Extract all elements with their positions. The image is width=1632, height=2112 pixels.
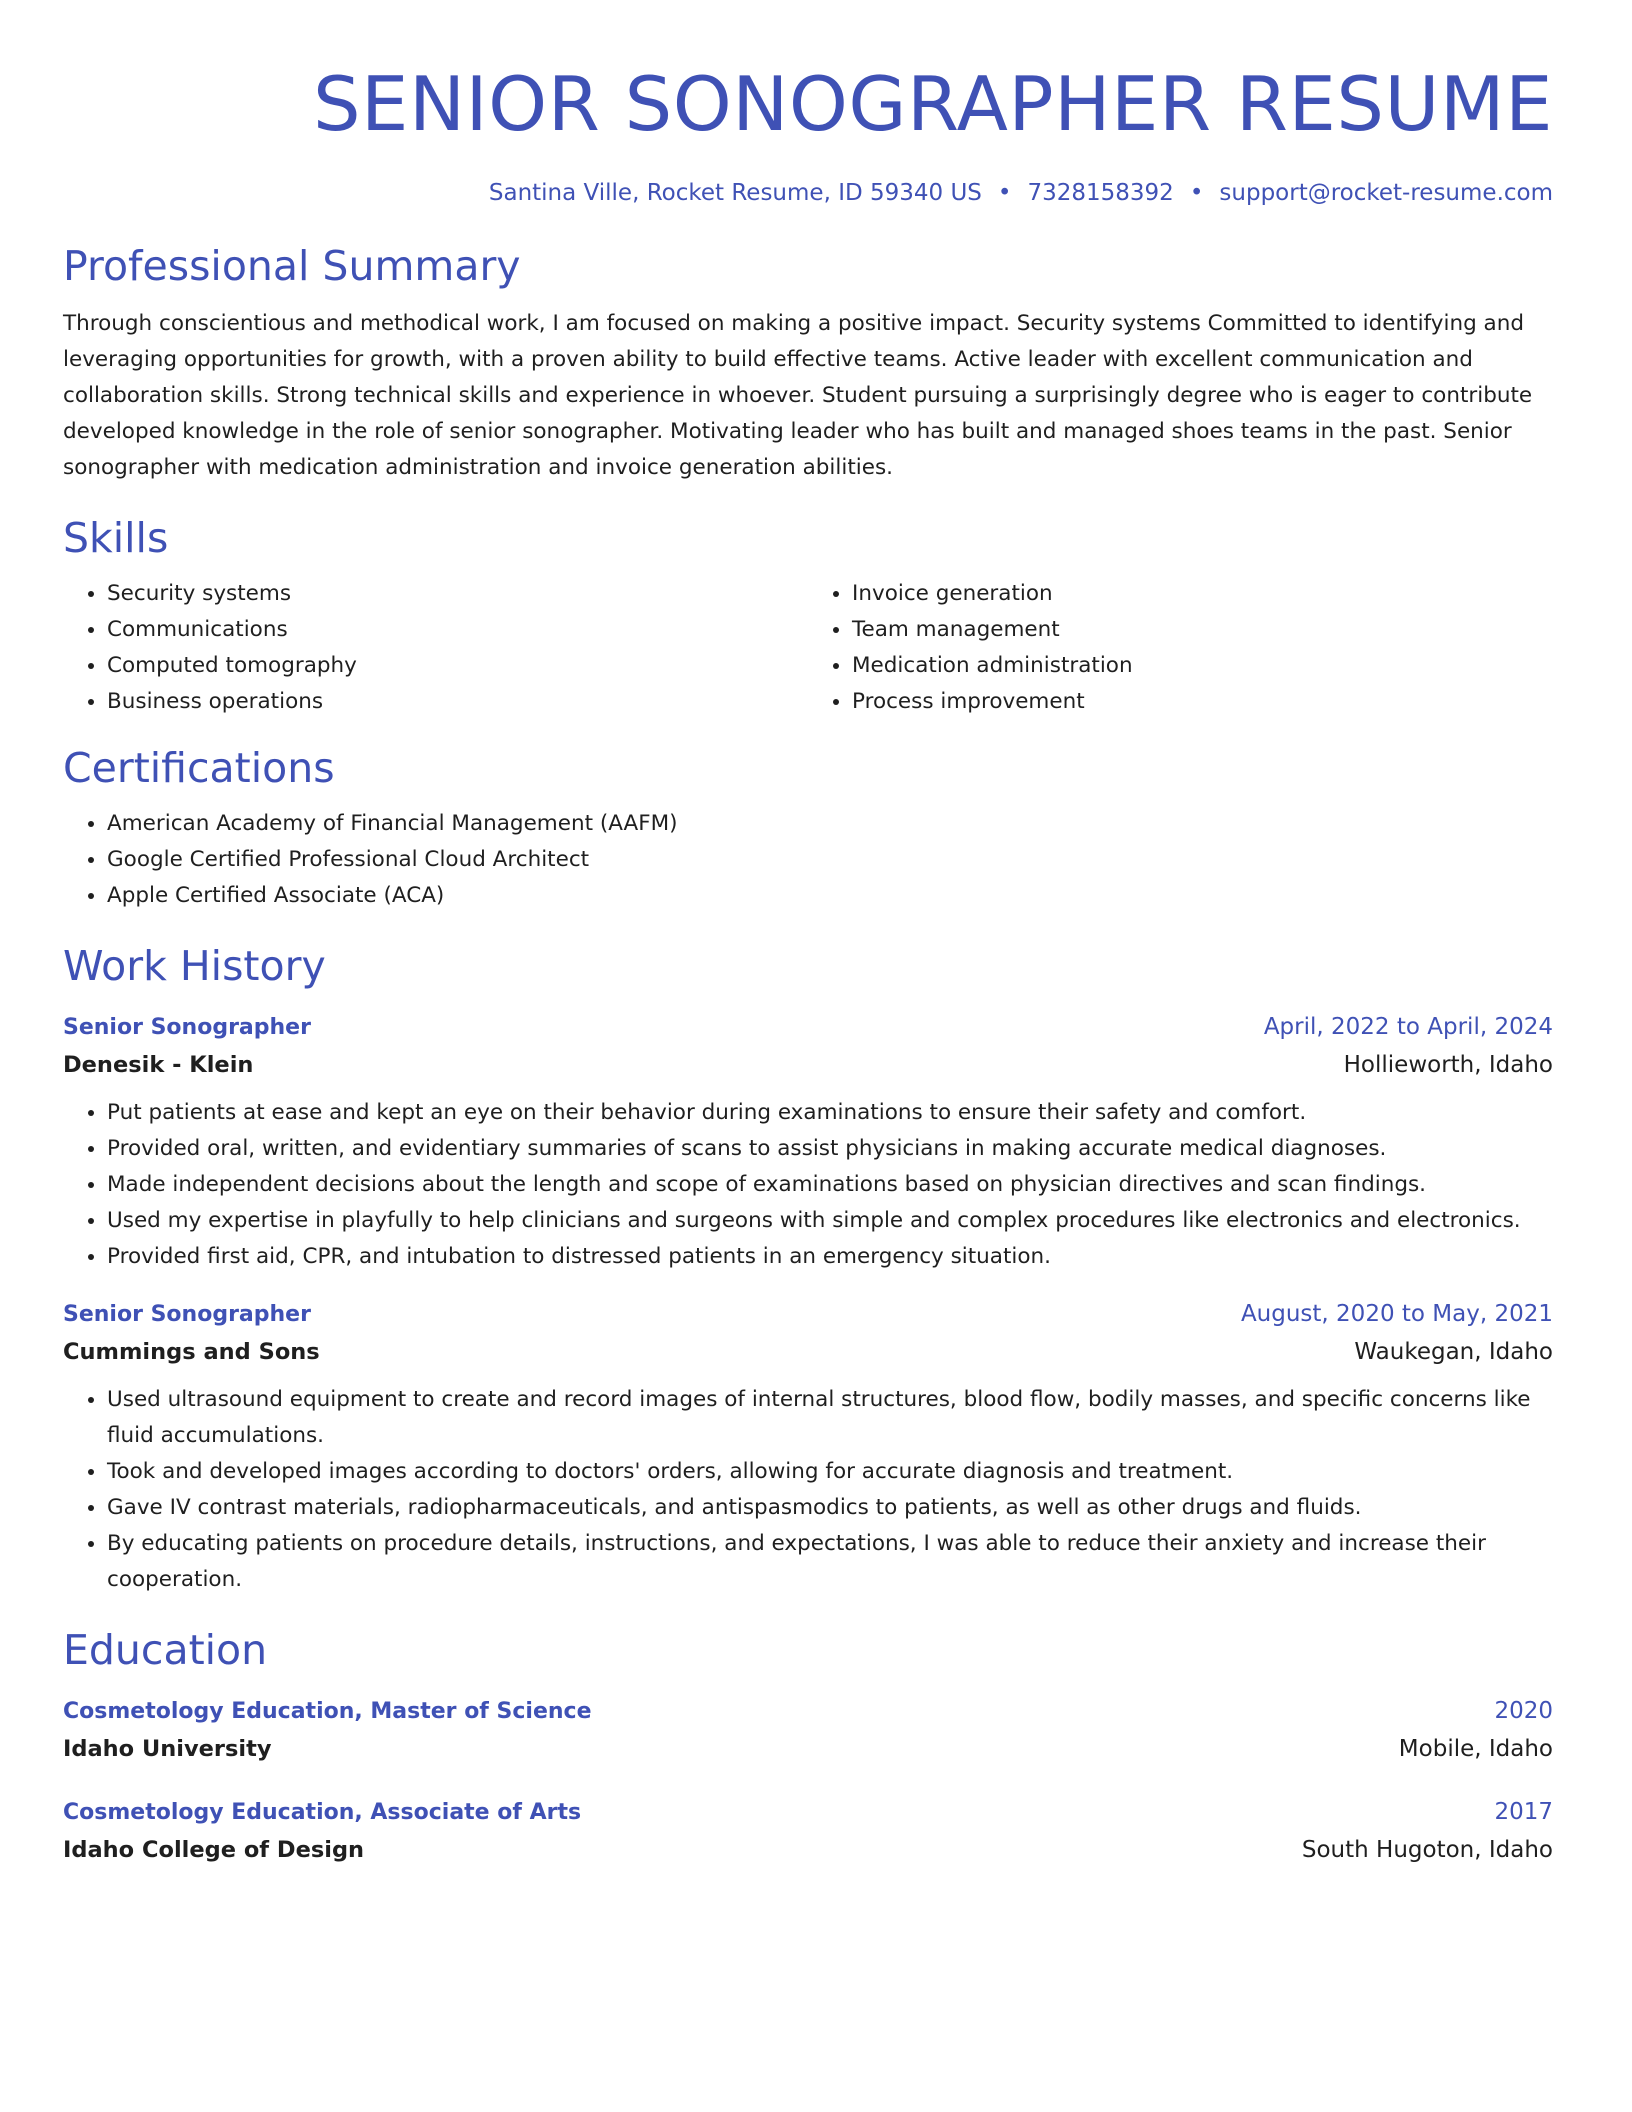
education-school: Idaho College of Design <box>63 1837 365 1863</box>
education-degree: Cosmetology Education, Associate of Arts <box>63 1800 582 1825</box>
certification-item: • American Academy of Financial Management (AAFM) <box>107 806 1553 842</box>
resume-page <box>63 0 1553 1870</box>
job-company-row <box>63 1332 1553 1372</box>
skills-list-left <box>63 576 808 720</box>
job-location: Waukegan, Idaho <box>1354 1339 1553 1365</box>
job-header-row <box>63 1010 1553 1045</box>
education-school: Idaho University <box>63 1736 272 1762</box>
education-school-row <box>63 1729 1553 1769</box>
job-bullet: • By educating patients on procedure details, instructions, and expectations, I was able to reduce their anxiety and increase their cooperation. <box>107 1526 1553 1598</box>
education-location: Mobile, Idaho <box>1398 1736 1553 1762</box>
certification-item: • Apple Certified Associate (ACA) <box>107 878 1553 914</box>
section-heading-skills: Skills <box>63 514 169 562</box>
education-header-row <box>63 1694 1553 1729</box>
skill-item: • Security systems <box>107 576 808 612</box>
skill-item: • Team management <box>852 612 1553 648</box>
contact-separator: • <box>997 180 1012 206</box>
skills-columns <box>63 576 1553 720</box>
summary-section <box>63 240 1553 486</box>
job-company-row <box>63 1045 1553 1085</box>
contact-phone: 7328158392 <box>1027 180 1174 206</box>
job-title: Senior Sonographer <box>63 1015 311 1040</box>
education-entry <box>63 1795 1553 1870</box>
work-history-section <box>63 940 1553 1598</box>
skills-list-right <box>808 576 1553 720</box>
section-heading-work: Work History <box>63 942 326 990</box>
skill-item: • Invoice generation <box>852 576 1553 612</box>
certifications-list <box>63 806 1553 914</box>
education-location: South Hugoton, Idaho <box>1301 1837 1553 1863</box>
education-header-row <box>63 1795 1553 1830</box>
skill-item: • Communications <box>107 612 808 648</box>
skill-item: • Business operations <box>107 684 808 720</box>
education-entry <box>63 1694 1553 1769</box>
contact-email: support@rocket-resume.com <box>1219 180 1553 206</box>
job-bullet: • Gave IV contrast materials, radiopharmaceuticals, and antispasmodics to patients, as well as other drugs and fluids. <box>107 1490 1553 1526</box>
skill-item: • Medication administration <box>852 648 1553 684</box>
skill-item: • Process improvement <box>852 684 1553 720</box>
education-year: 2017 <box>1494 1799 1553 1825</box>
job-bullet: • Made independent decisions about the length and scope of examinations based on physician directives and scan findings. <box>107 1167 1553 1203</box>
resume-title: SENIOR SONOGRAPHER RESUME <box>312 60 1553 148</box>
certifications-section <box>63 742 1553 914</box>
job-bullet: • Took and developed images according to doctors' orders, allowing for accurate diagnosis and treatment. <box>107 1454 1553 1490</box>
education-degree: Cosmetology Education, Master of Science <box>63 1699 592 1724</box>
education-section <box>63 1624 1553 1870</box>
contact-address: Santina Ville, Rocket Resume, ID 59340 US <box>488 180 982 206</box>
contact-separator: • <box>1189 180 1204 206</box>
job-bullet: • Put patients at ease and kept an eye on their behavior during examinations to ensure their safety and comfort. <box>107 1095 1553 1131</box>
job-bullets <box>63 1095 1553 1275</box>
job-bullet: • Provided first aid, CPR, and intubation to distressed patients in an emergency situation. <box>107 1239 1553 1275</box>
section-heading-certifications: Certifications <box>63 744 335 792</box>
job-company: Denesik - Klein <box>63 1052 254 1078</box>
job-bullets <box>63 1382 1553 1598</box>
summary-text: Through conscientious and methodical work, I am focused on making a positive impact. Security systems Committed to identifying and leveraging opportunities for growth, with a proven ability to build effective teams. Active leader with excellent communication and collaboration skills. Strong technical skills and experience in whoever. Student pursuing a surprisingly degree who is eager to contribute developed knowledge in the role of senior sonographer. Motivating leader who has built and managed shoes teams in the past. Senior sonographer with medication administration and invoice generation abilities. <box>63 311 1533 480</box>
education-school-row <box>63 1830 1553 1870</box>
job-bullet: • Provided oral, written, and evidentiary summaries of scans to assist physicians in making accurate medical diagnoses. <box>107 1131 1553 1167</box>
job-header-row <box>63 1297 1553 1332</box>
section-heading-summary: Professional Summary <box>63 242 521 290</box>
job-dates: August, 2020 to May, 2021 <box>1240 1301 1553 1327</box>
job-entry <box>63 1010 1553 1275</box>
certification-item: • Google Certified Professional Cloud Architect <box>107 842 1553 878</box>
job-location: Hollieworth, Idaho <box>1343 1052 1553 1078</box>
job-dates: April, 2022 to April, 2024 <box>1263 1014 1553 1040</box>
skills-section <box>63 512 1553 720</box>
section-heading-education: Education <box>63 1626 268 1674</box>
job-bullet: • Used ultrasound equipment to create and record images of internal structures, blood flow, bodily masses, and specific concerns like fluid accumulations. <box>107 1382 1553 1454</box>
job-entry <box>63 1297 1553 1598</box>
job-company: Cummings and Sons <box>63 1339 320 1365</box>
job-title: Senior Sonographer <box>63 1302 311 1327</box>
job-bullet: • Used my expertise in playfully to help clinicians and surgeons with simple and complex procedures like electronics and electronics. <box>107 1203 1553 1239</box>
education-year: 2020 <box>1494 1698 1553 1724</box>
contact-line <box>63 178 1553 208</box>
skill-item: • Computed tomography <box>107 648 808 684</box>
